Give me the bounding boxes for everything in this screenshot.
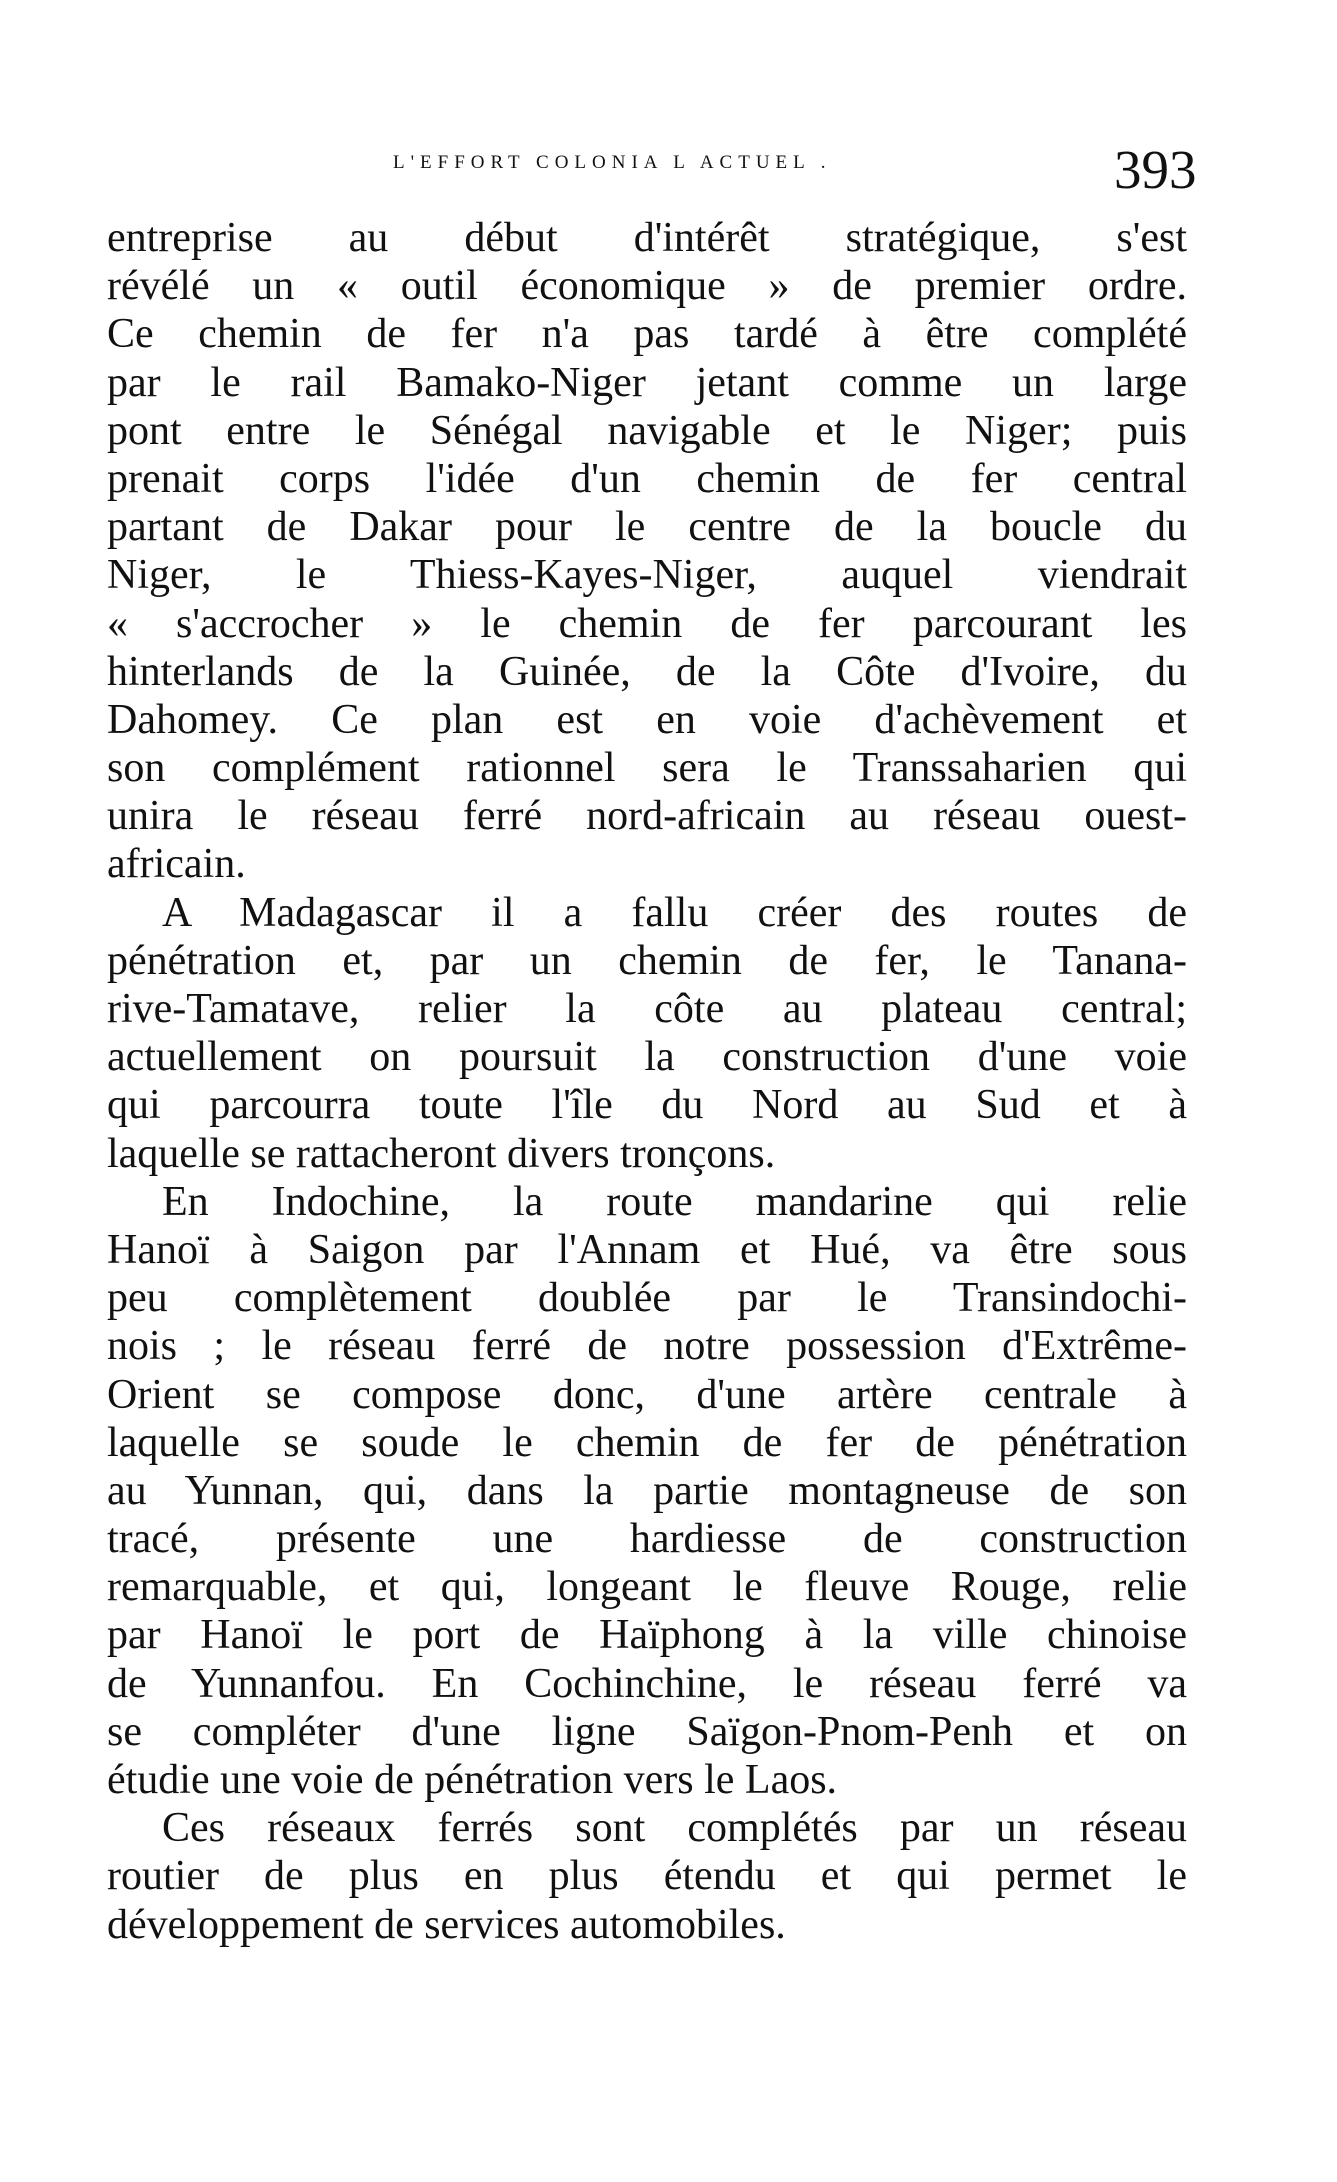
paragraph-madagascar	[107, 889, 1187, 1178]
text-line: hinterlands de la Guinée, de la Côte d'Ivoire, du	[107, 648, 1187, 695]
text-line: par le rail Bamako-Niger jetant comme un large	[107, 359, 1187, 406]
text-line: remarquable, et qui, longeant le fleuve Rouge, relie	[107, 1564, 1187, 1611]
text-line: révélé un « outil économique » de premier ordre.	[107, 263, 1187, 310]
text-line: Ce chemin de fer n'a pas tardé à être complété	[107, 311, 1187, 358]
page-number: 393	[1114, 139, 1197, 200]
text-line: routier de plus en plus étendu et qui permet le	[107, 1853, 1187, 1900]
text-line: Dahomey. Ce plan est en voie d'achèvement et	[107, 696, 1187, 743]
text-line: A Madagascar il a fallu créer des routes de	[162, 889, 1187, 936]
text-line: son complément rationnel sera le Transsaharien qui	[107, 745, 1187, 792]
body-text	[107, 214, 1187, 1949]
text-line: pénétration et, par un chemin de fer, le Tanana-	[107, 937, 1187, 984]
text-line: de Yunnanfou. En Cochinchine, le réseau ferré va	[107, 1660, 1187, 1707]
text-line: peu complètement doublée par le Transindochi-	[107, 1275, 1187, 1322]
running-head: L'EFFORT COLONIA L ACTUEL .	[393, 152, 832, 173]
text-line: rive-Tamatave, relier la côte au plateau central;	[107, 986, 1187, 1032]
paragraph-railways-west-africa	[107, 214, 1187, 889]
text-line: « s'accrocher » le chemin de fer parcourant les	[107, 600, 1187, 647]
paragraph-road-network	[107, 1804, 1187, 1949]
text-line: prenait corps l'idée d'un chemin de fer central	[107, 455, 1187, 502]
text-line: étudie une voie de pénétration vers le Laos.	[107, 1757, 838, 1803]
paragraph-indochina	[107, 1178, 1187, 1804]
text-line: africain.	[107, 841, 246, 888]
text-line: laquelle se rattacheront divers tronçons.	[107, 1130, 776, 1177]
text-line: qui parcourra toute l'île du Nord au Sud et à	[107, 1082, 1187, 1129]
text-line: entreprise au début d'intérêt stratégique, s'est	[107, 215, 1187, 261]
text-line: Hanoï à Saigon par l'Annam et Hué, va être sous	[107, 1226, 1187, 1273]
text-line: laquelle se soude le chemin de fer de pénétration	[107, 1419, 1187, 1466]
text-line: nois ; le réseau ferré de notre possession d'Extrême-	[107, 1323, 1187, 1370]
text-line: se compléter d'une ligne Saïgon-Pnom-Penh et on	[107, 1708, 1187, 1755]
text-line: Ces réseaux ferrés sont complétés par un réseau	[162, 1805, 1187, 1852]
text-line: au Yunnan, qui, dans la partie montagneuse de son	[107, 1467, 1187, 1514]
text-line: tracé, présente une hardiesse de construction	[107, 1516, 1187, 1563]
text-line: En Indochine, la route mandarine qui relie	[162, 1178, 1187, 1225]
text-line: partant de Dakar pour le centre de la boucle du	[107, 504, 1187, 551]
text-line: Orient se compose donc, d'une artère centrale à	[107, 1371, 1187, 1418]
text-line: unira le réseau ferré nord-africain au réseau ouest-	[107, 793, 1187, 840]
text-line: développement de services automobiles.	[107, 1901, 786, 1948]
text-line: pont entre le Sénégal navigable et le Niger; puis	[107, 407, 1187, 454]
text-line: Niger, le Thiess-Kayes-Niger, auquel viendrait	[107, 552, 1187, 599]
text-line: actuellement on poursuit la construction d'une voie	[107, 1034, 1187, 1081]
text-line: par Hanoï le port de Haïphong à la ville chinoise	[107, 1612, 1187, 1659]
